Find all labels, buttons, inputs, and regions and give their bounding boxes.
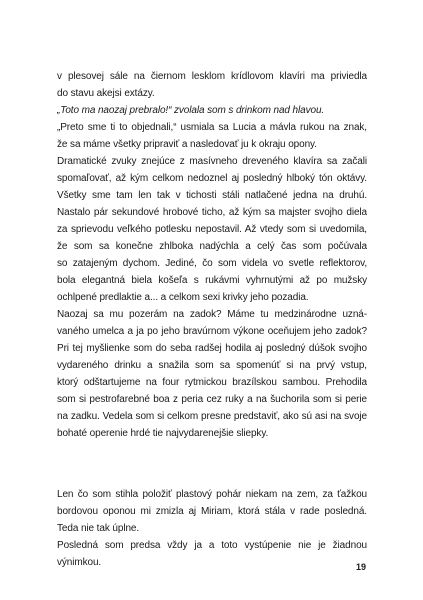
text-line: na zadku. Vedela som si celkom presne predstaviť, ako sú asi na svoje	[57, 411, 367, 422]
text-line: bohaté operenie hrdé tie najvydarenejšie sliepky.	[57, 428, 269, 439]
text-line: Posledná som predsa vždy ja a toto vystúpenie nie je žiadnou	[57, 540, 367, 551]
text-line: Nastalo pár sekundové hrobové ticho, až kým sa majster svojho diela	[57, 207, 367, 218]
page-number: 19	[355, 562, 366, 572]
text-line: vydareného drinku a snažila som sa spomenúť si na prvý vstup,	[57, 360, 367, 371]
text-line: ochlpené predlaktie a... a celkom sexi krivky jeho pozadia.	[57, 292, 309, 303]
text-line: Teda nie tak úplne.	[57, 523, 140, 534]
text-line: Len čo som stihla položiť plastový pohár niekam na zem, za ťažkou	[57, 489, 367, 500]
text-line: že som sa konečne zhlboka nadýchla a celý čas som počúvala	[57, 241, 367, 252]
book-page-body	[57, 68, 367, 571]
text-line: za sprievodu veľkého potlesku nepostavil. Až vtedy som si uvedomila,	[57, 224, 367, 235]
text-line: Pri tej myšlienke som do seba radšej hodila aj posledný dúšok svojho	[57, 343, 367, 354]
text-line: bola elegantná biela košeľa s rukávmi vyhrnutými až po mužsky	[57, 275, 367, 286]
text-line: do stavu akejsi extázy.	[57, 88, 155, 99]
dialogue-line: „Toto ma naozaj prebralo!“ zvolala som s drinkom nad hlavou.	[57, 105, 325, 116]
dialogue-line: „Preto sme ti to objednali,“ usmiala sa Lucia a mávla rukou na znak,	[57, 122, 367, 133]
text-line: ktorý odštartujeme na four rytmickou brazílskou sambou. Prehodila	[57, 377, 367, 388]
text-line: bordovou oponou mi zmizla aj Miriam, ktorá stála v rade posledná.	[57, 506, 367, 517]
text-line: som si pestrofarebné boa z peria cez ruky a na šuchorila som si perie	[57, 394, 367, 405]
text-line: spomaľovať, až kým celkom nedoznel aj posledný hlboký tón oktávy.	[57, 173, 367, 184]
text-line: Naozaj sa mu pozerám na zadok? Máme tu medzinárodne uzná-	[57, 309, 367, 320]
text-line: že sa máme všetky pripraviť a nasledovať ju k okraju opony.	[57, 139, 317, 150]
text-line: Všetky sme tam len tak v tichosti stáli natlačené jedna na druhú.	[57, 190, 367, 201]
text-line: v plesovej sále na čiernom lesklom krídlovom klavíri ma priviedla	[57, 71, 367, 82]
text-line: výnimkou.	[57, 557, 102, 568]
text-line: so zatajeným dychom. Jediné, čo som videla vo svetle reflektorov,	[57, 258, 367, 269]
text-block-2	[57, 486, 367, 571]
text-line: vaného umelca a ja po jeho bravúrnom výkone oceňujem jeho zadok?	[57, 326, 367, 337]
text-line: Dramatické zvuky znejúce z masívneho dreveného klavíra sa začali	[57, 156, 367, 167]
section-gap	[57, 442, 367, 486]
text-block-1	[57, 68, 367, 442]
